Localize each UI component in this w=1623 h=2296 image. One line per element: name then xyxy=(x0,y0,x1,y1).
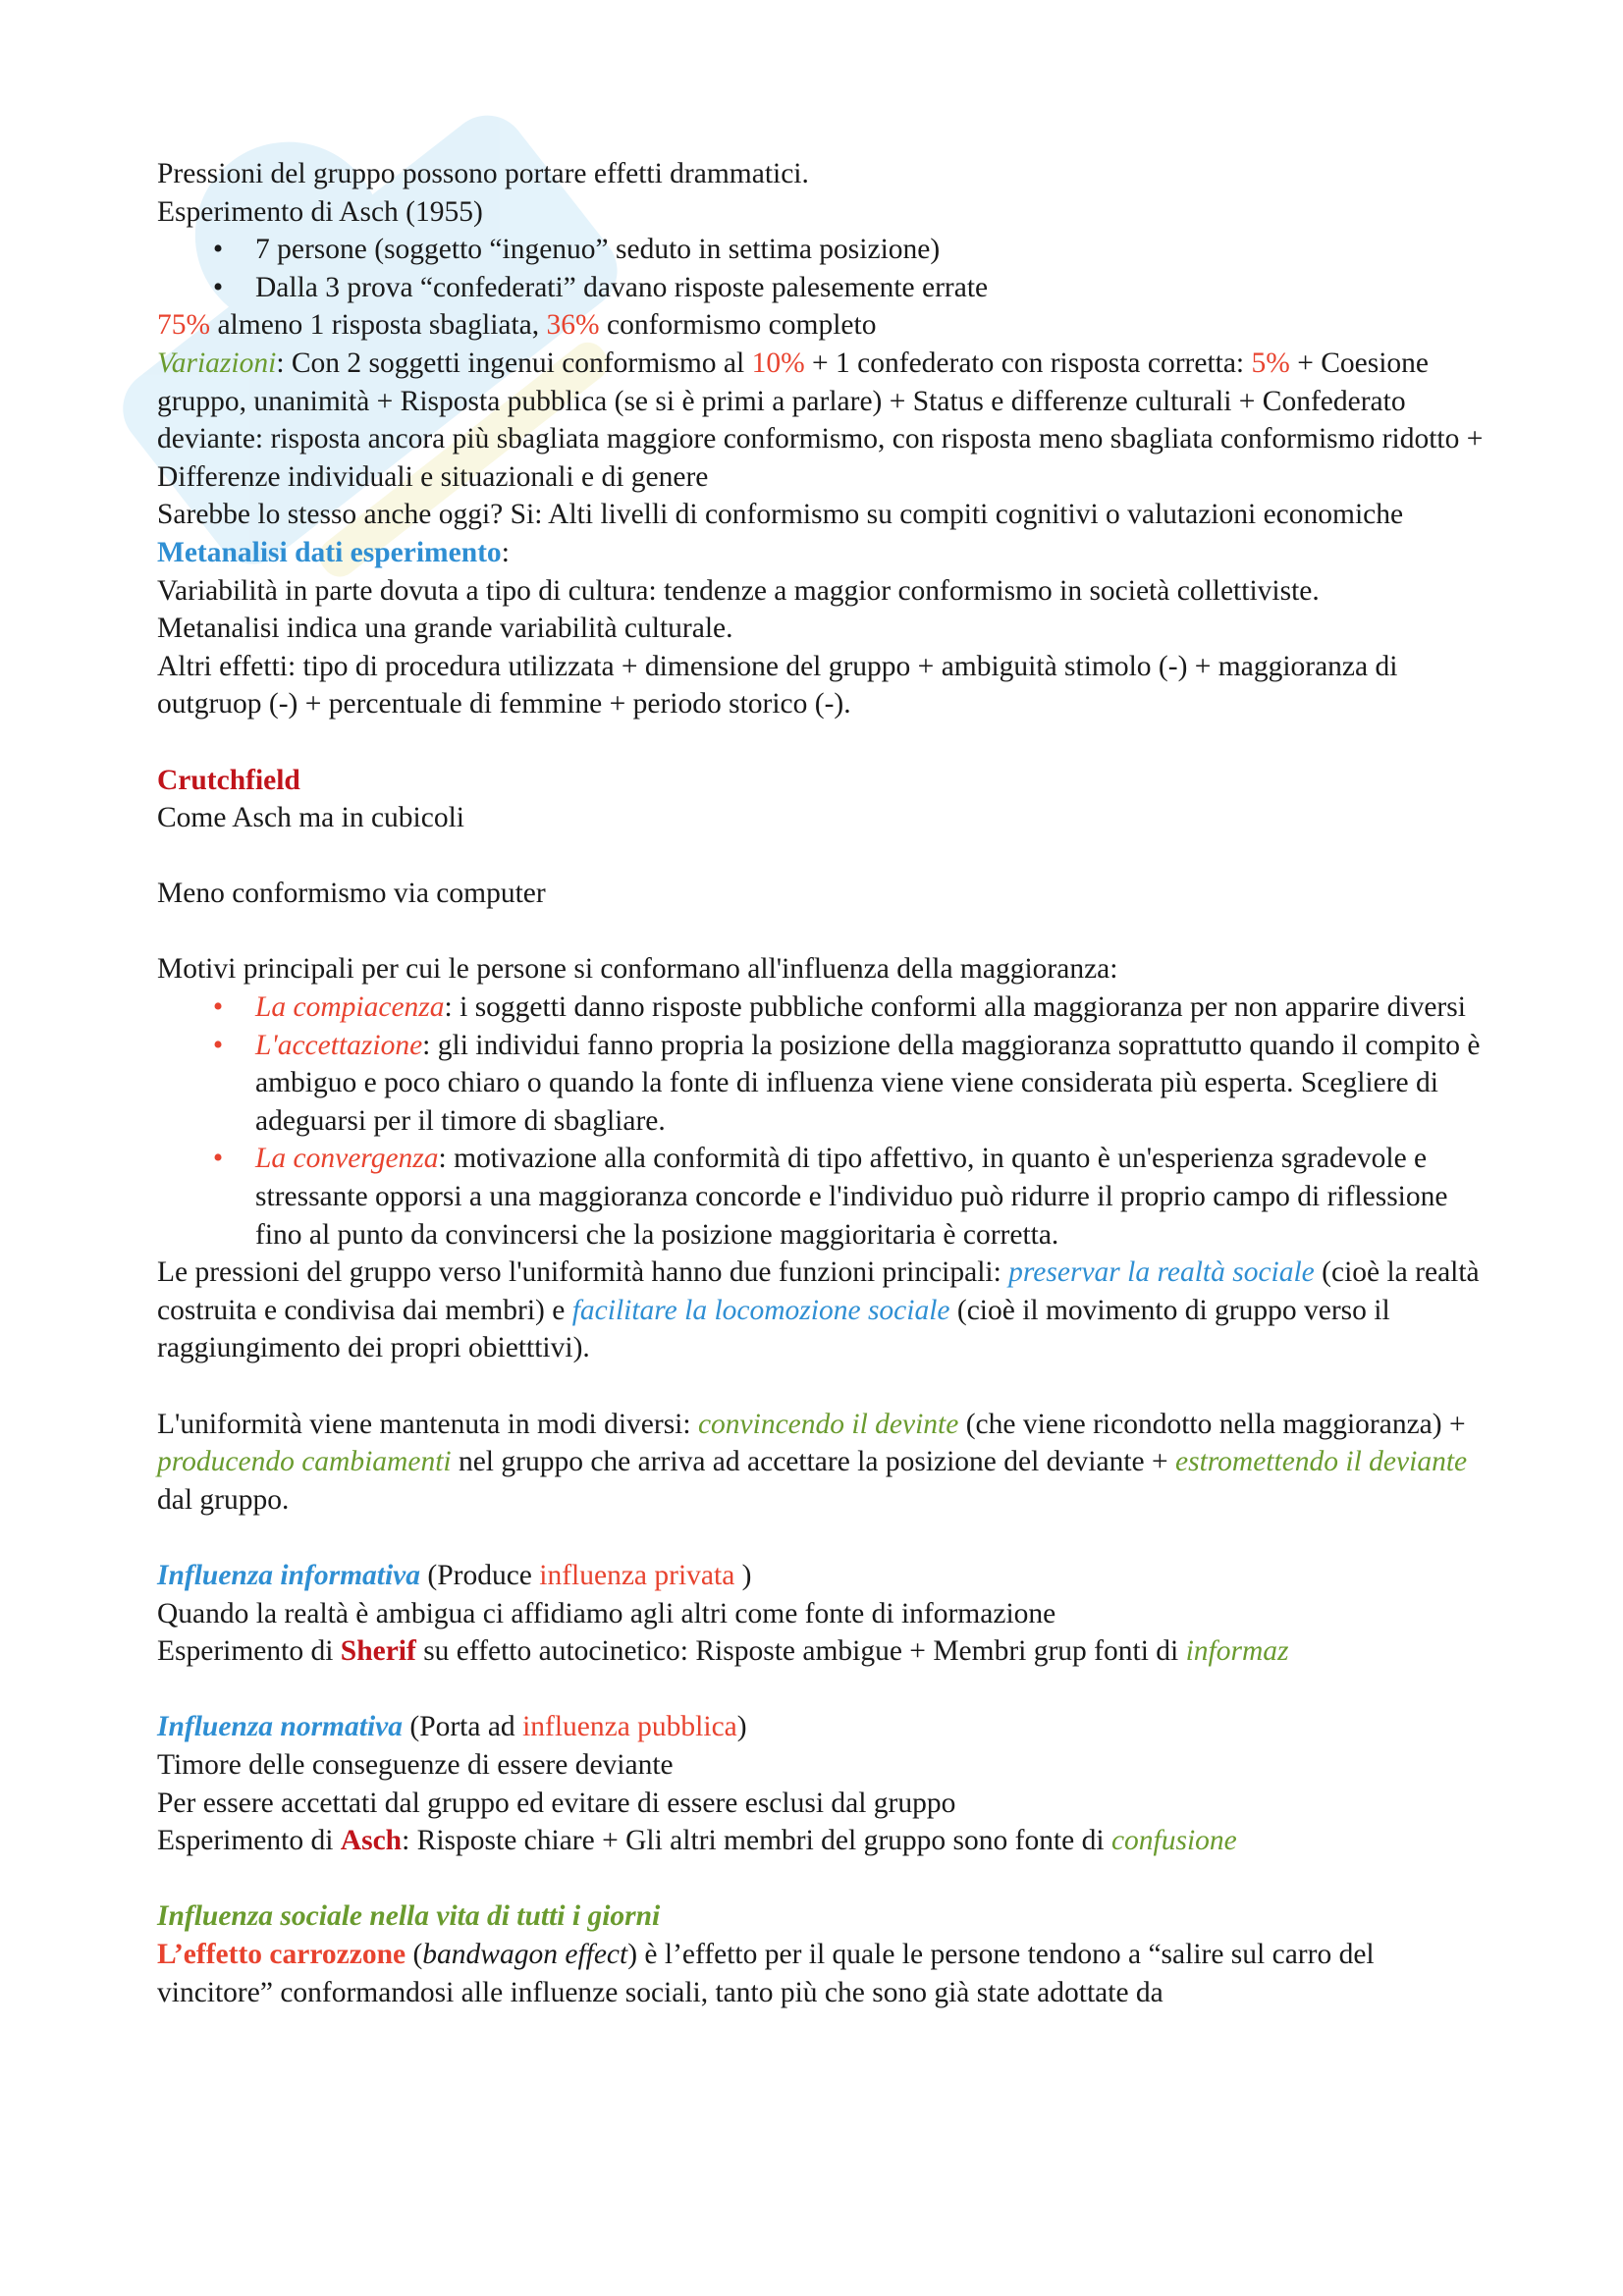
motivo-term: L'accettazione xyxy=(255,1029,423,1061)
bullet-icon: • xyxy=(212,1143,224,1175)
bullet-icon: • xyxy=(212,271,224,303)
list-item: • L'accettazione: gli individui fanno propria la posizione della maggioranza soprattutto quando il compito è ambiguo e poco chiaro o quando la fonte di influenza viene viene considerata più esperta. Scegliere di adeguarsi per il timore di sbagliare. xyxy=(157,1027,1492,1141)
normativa-line: Per essere accettati dal gruppo ed evitare di essere esclusi dal gruppo xyxy=(157,1787,956,1819)
document-page xyxy=(157,155,1492,2011)
informativa-heading: Influenza informativa (Produce influenza privata ) xyxy=(157,1559,752,1591)
crutchfield-heading: Crutchfield xyxy=(157,764,300,796)
oggi-paragraph: Sarebbe lo stesso anche oggi? Si: Alti livelli di conformismo su compiti cognitivi o valutazioni economiche xyxy=(157,499,1404,531)
normativa-line: Esperimento di Asch: Risposte chiare + Gli altri membri del gruppo sono fonte di confusione xyxy=(157,1825,1237,1857)
highlight-term: facilitare la locomozione sociale xyxy=(571,1294,950,1326)
bullet-icon: • xyxy=(212,234,224,266)
stat-value: 5% xyxy=(1251,347,1290,379)
list-item: • La compiacenza: i soggetti danno risposte pubbliche conformi alla maggioranza per non apparire diversi xyxy=(157,988,1492,1027)
asch-bullet-list xyxy=(157,231,1492,306)
highlight-term: Sherif xyxy=(340,1635,416,1668)
list-item: • La convergenza: motivazione alla conformità di tipo affettivo, in quanto è un'esperienza sgradevole e stressante opporsi a una maggioranza concorde e l'individuo può ridurre il proprio campo di riflessione fino al punto da convincersi che la posizione maggioritaria è corretta. xyxy=(157,1140,1492,1254)
metanalisi-line: Altri effetti: tipo di procedura utilizzata + dimensione del gruppo + ambiguità stimolo (-) + maggioranza di outgruop (-) + percentuale di femmine + periodo storico (-). xyxy=(157,650,1398,721)
highlight-term: informaz xyxy=(1185,1635,1289,1668)
vita-heading: Influenza sociale nella vita di tutti i giorni xyxy=(157,1900,661,1933)
stat-value: 75% xyxy=(157,309,211,342)
stat-value: 36% xyxy=(546,309,600,342)
intro-line: Pressioni del gruppo possono portare effetti drammatici. xyxy=(157,158,809,189)
crutchfield-line: Meno conformismo via computer xyxy=(157,878,546,910)
motivi-intro: Motivi principali per cui le persone si conformano all'influenza della maggioranza: xyxy=(157,953,1118,986)
highlight-term: estromettendo il deviante xyxy=(1175,1446,1468,1478)
highlight-term: preservar la realtà sociale xyxy=(1008,1256,1315,1289)
informativa-line: Esperimento di Sherif su effetto autocinetico: Risposte ambigue + Membri grup fonti di informaz xyxy=(157,1635,1289,1668)
normativa-line: Timore delle conseguenze di essere deviante xyxy=(157,1748,674,1781)
highlight-term: influenza pubblica xyxy=(522,1711,737,1743)
pressioni-paragraph: Le pressioni del gruppo verso l'uniformità hanno due funzioni principali: preservar la realtà sociale (cioè la realtà costruita e condivisa dai membri) e facilitare la locomozione sociale (cioè il movimento di gruppo verso il raggiungimento dei propri obietttivi). xyxy=(157,1256,1480,1364)
motivo-term: La compiacenza xyxy=(255,991,445,1024)
crutchfield-line: Come Asch ma in cubicoli xyxy=(157,802,464,834)
list-item: • 7 persone (soggetto “ingenuo” seduto in settima posizione) xyxy=(157,231,1492,269)
metanalisi-heading: Metanalisi dati esperimento: xyxy=(157,536,510,568)
uniformita-paragraph: L'uniformità viene mantenuta in modi diversi: convincendo il devinte (che viene ricondotto nella maggioranza) + producendo cambiamenti nel gruppo che arriva ad accettare la posizione del deviante + estromettendo il deviante dal gruppo. xyxy=(157,1408,1468,1516)
metanalisi-line: Metanalisi indica una grande variabilità culturale. xyxy=(157,613,733,645)
highlight-term: influenza privata xyxy=(539,1559,735,1591)
vita-paragraph: L’effetto carrozzone (bandwagon effect) è l’effetto per il quale le persone tendono a “salire sul carro del vincitore” conformandosi alle influenze sociali, tanto più che sono già state adottate da xyxy=(157,1938,1375,2008)
highlight-term: convincendo il devinte xyxy=(697,1408,959,1440)
bullet-icon: • xyxy=(212,991,224,1024)
highlight-term: Asch xyxy=(340,1825,403,1857)
asch-heading: Esperimento di Asch (1955) xyxy=(157,195,483,228)
stat-value: 10% xyxy=(751,347,805,379)
normativa-heading: Influenza normativa (Porta ad influenza pubblica) xyxy=(157,1711,747,1743)
motivi-list xyxy=(157,988,1492,1254)
metanalisi-line: Variabilità in parte dovuta a tipo di cultura: tendenze a maggior conformismo in società collettiviste. xyxy=(157,574,1320,607)
highlight-term: confusione xyxy=(1110,1825,1237,1857)
variazioni-paragraph: Variazioni: Con 2 soggetti ingenui conformismo al 10% + 1 confederato con risposta corretta: 5% + Coesione gruppo, unanimità + Risposta pubblica (se si è primi a parlare) + Status e differenze culturali + Confederato deviante: risposta ancora più sbagliata maggiore conformismo, con risposta meno sbagliata conformismo ridotto + Differenze individuali e situazionali e di genere xyxy=(157,347,1484,493)
informativa-line: Quando la realtà è ambigua ci affidiamo agli altri come fonte di informazione xyxy=(157,1597,1056,1629)
motivo-term: La convergenza xyxy=(255,1143,439,1175)
highlight-term: L’effetto carrozzone xyxy=(157,1938,406,1970)
stats-line: 75% almeno 1 risposta sbagliata, 36% conformismo completo xyxy=(157,309,877,342)
variazioni-label: Variazioni xyxy=(157,347,277,379)
bullet-icon: • xyxy=(212,1029,224,1061)
list-item: • Dalla 3 prova “confederati” davano risposte palesemente errate xyxy=(157,269,1492,307)
highlight-term: producendo cambiamenti xyxy=(157,1446,452,1478)
